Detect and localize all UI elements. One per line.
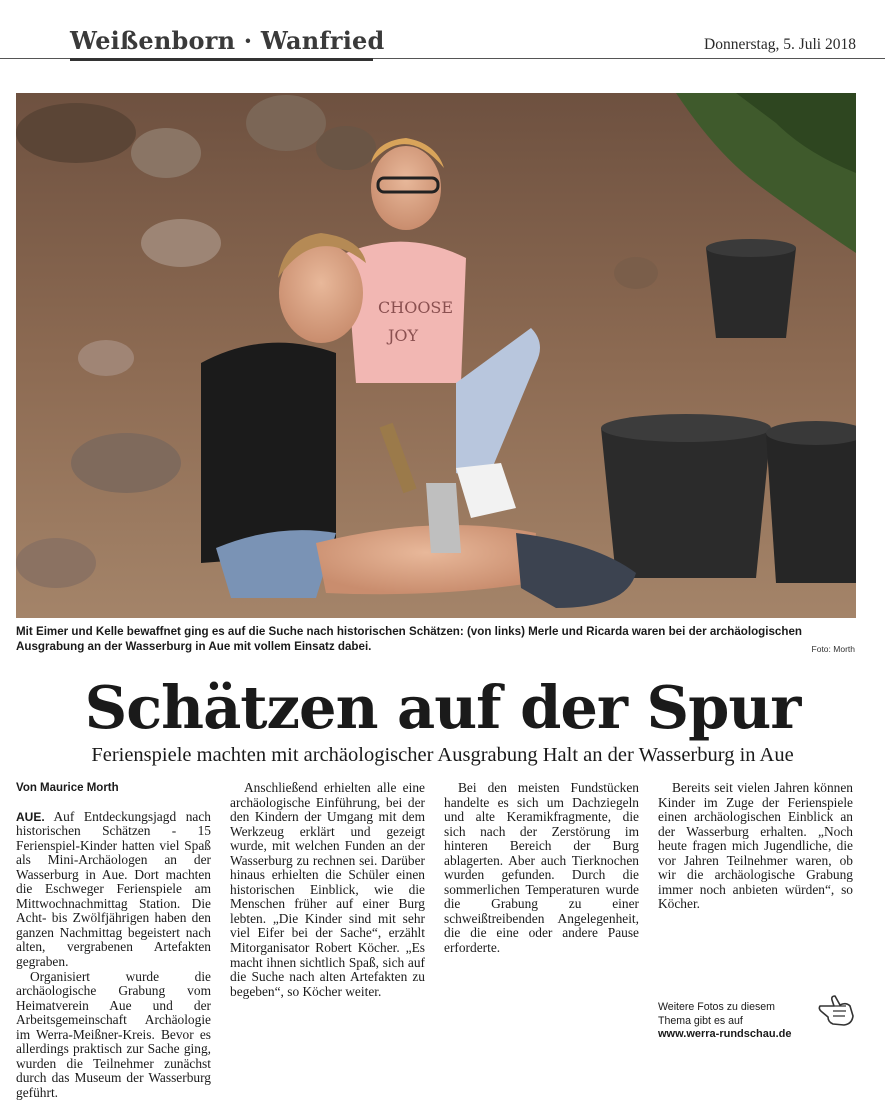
article-column-2 — [230, 781, 425, 999]
paragraph-4: Bei den meisten Fundstücken handelte es sich um Dachziegeln und alte Keramikfragmente, die sich nach der Zerstörung im hinteren Bereich der Burg ablagerten. Aber auch Tierknochen wurden gefunden. Durch die sommerlichen Temperaturen wurde die Grabung zu einer schweißtreibenden Angelegenheit, die die eine oder andere Pause erforderte. — [444, 780, 639, 956]
promo-line-2: Thema gibt es auf — [658, 1014, 743, 1027]
promo-line-1: Weitere Fotos zu diesem — [658, 1001, 775, 1013]
promo-url-link[interactable]: www.werra-rundschau.de — [658, 1028, 792, 1040]
article-column-1 — [16, 781, 211, 1100]
paragraph-5: Bereits seit vielen Jahren können Kinder im Zuge der Ferienspiele einen archäologischen Einblick an der Wasserburg erhalten. „Noch heute fragen mich Jugendliche, die vor Jahren Teilnehmer waren, ob wir die archäologische Grabung immer noch anbieten würden“, so Köcher. — [658, 780, 853, 912]
article-subheadline: Ferienspiele machten mit archäologischer Ausgrabung Halt an der Wasserburg in Aue — [91, 744, 794, 766]
article-column-3 — [444, 781, 639, 956]
photo-illustration — [16, 93, 856, 618]
svg-text:CHOOSE: CHOOSE — [378, 298, 454, 317]
article-column-4 — [658, 781, 853, 912]
paragraph-3: Anschließend erhielten alle eine archäologische Einführung, bei der den Kindern der Umgang mit dem Werkzeug erklärt und gezeigt wurde, mit welchen Funden an der Wasserburg zu rechnen sei. Darüber hinaus erhielten die Schüler einen historischen Einblick, wie die Menschen früher auf einer Burg lebten. „Die Kinder sind mit sehr viel Eifer bei der Sache“, erzählt Mitorganisator Robert Köcher. „Es macht ihnen sichtlich Spaß, sich auf die Suche nach alten Artefakten zu begeben“, so Köcher weiter. — [230, 780, 425, 999]
article-photo — [16, 93, 856, 618]
svg-text:JOY: JOY — [388, 326, 419, 345]
dateline: AUE. — [16, 809, 45, 824]
pointing-hand-icon — [816, 988, 858, 1028]
photo-credit: Foto: Morth — [811, 644, 855, 654]
issue-date: Donnerstag, 5. Juli 2018 — [704, 36, 856, 53]
paragraph-1 — [16, 810, 211, 970]
article-headline: Schätzen auf der Spur — [84, 673, 801, 742]
paragraph-1-text: Auf Entdeckungsjagd nach historischen Schätzen - 15 Ferienspiel-Kinder hatten viel Spaß als Mini-Archäologen an der Wasserburg in Aue. Dort machten die Eschweger Ferienspiele am Mittwochnachmittag Station. Die Acht- bis Zwölfjährigen haben den ganzen Nachmittag begeistert nach alten, vergrabenen Artefakten gegraben. — [16, 808, 211, 970]
photo-caption: Mit Eimer und Kelle bewaffnet ging es auf die Suche nach historischen Schätzen: (von links) Merle und Ricarda waren bei der archäologischen Ausgrabung an der Wasserburg in Aue mit vollem Einsatz dabei. — [16, 625, 802, 653]
section-underline — [70, 58, 373, 61]
byline: Von Maurice Morth — [16, 782, 119, 794]
section-title: Weißenborn · Wanfried — [70, 26, 385, 55]
paragraph-2: Organisiert wurde die archäologische Grabung vom Heimatverein Aue und der Arbeitsgemeinschaft Archäologie im Werra-Meißner-Kreis. Bevor es allerdings praktisch zur Sache ging, wurden die Teilnehmer zunächst durch das Museum der Wasserburg geführt. — [16, 968, 211, 1100]
